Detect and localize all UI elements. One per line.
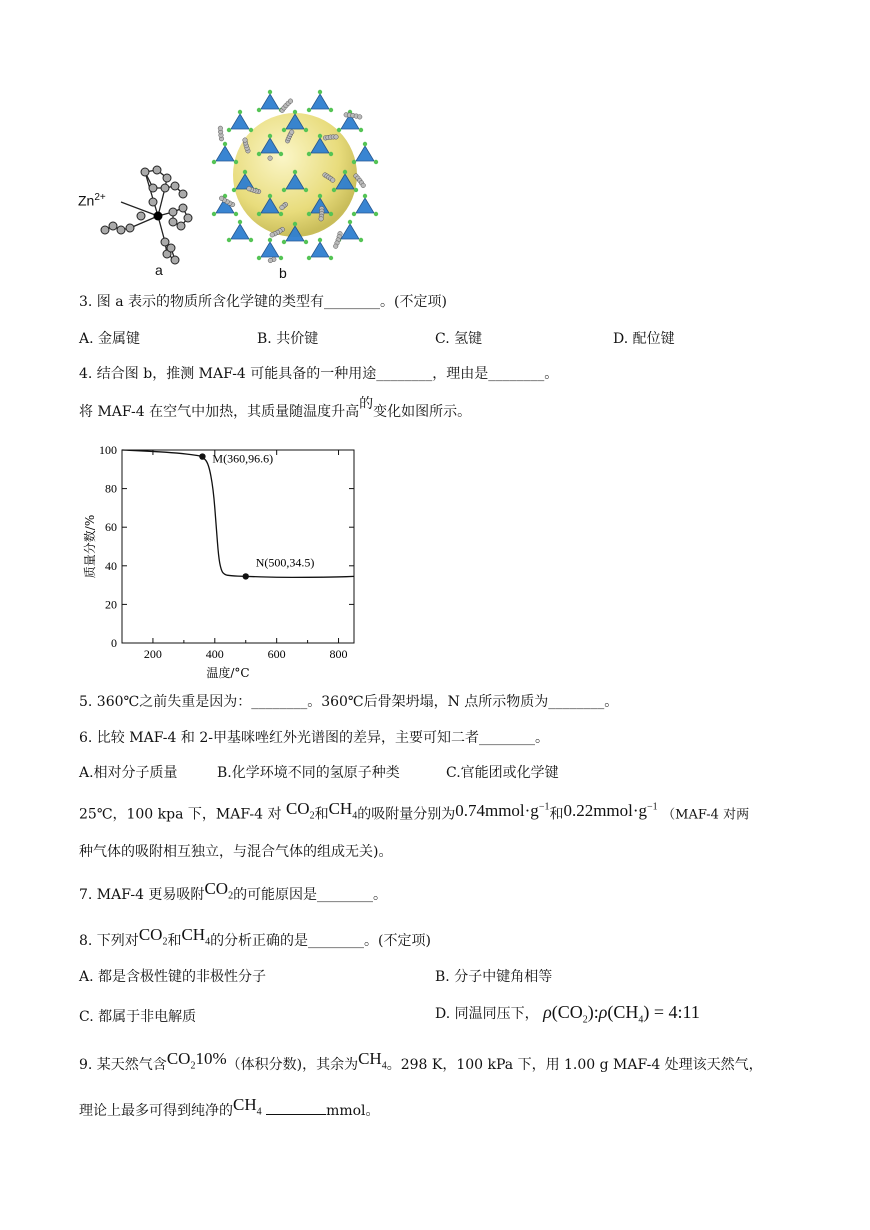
carbon-atom xyxy=(219,196,224,201)
nitrogen-atom xyxy=(337,128,341,132)
carbon-atom xyxy=(361,183,366,188)
heating-intro: 将 MAF-4 在空气中加热，其质量随温度升高的变化如图所示。 xyxy=(79,396,472,420)
nitrogen-atom xyxy=(348,220,352,224)
density-ratio-formula: $\rho(CO_2):\rho(CH_4)$ = 4:11 xyxy=(543,1002,700,1026)
y-tick-label: 100 xyxy=(99,443,117,457)
nitrogen-atom xyxy=(268,90,272,94)
carbon-atom xyxy=(289,130,294,135)
nitrogen-atom xyxy=(257,108,261,112)
nitrogen-atom xyxy=(257,256,261,260)
nitrogen-atom xyxy=(227,238,231,242)
nitrogen-atom xyxy=(282,188,286,192)
nitrogen-atom xyxy=(363,142,367,146)
nitrogen-atom xyxy=(352,160,356,164)
figure-b xyxy=(205,85,385,265)
nitrogen-atom xyxy=(343,170,347,174)
zn-tetrahedron xyxy=(231,224,249,239)
q8-option-b: B. 分子中键角相等 xyxy=(435,969,553,985)
q6-option-a: A.相对分子质量 xyxy=(79,765,178,781)
carbon-atom xyxy=(268,156,273,161)
nitrogen-atom xyxy=(329,152,333,156)
q9-answer-blank[interactable] xyxy=(266,1100,326,1115)
nitrogen-atom xyxy=(307,256,311,260)
nitrogen-atom xyxy=(268,134,272,138)
question-4: 4. 结合图 b，推测 MAF-4 可能具备的一种用途________，理由是________。 xyxy=(79,366,559,382)
nitrogen-atom xyxy=(238,110,242,114)
nitrogen-atom xyxy=(318,90,322,94)
nitrogen-atom xyxy=(318,134,322,138)
question-7: 7. MAF-4 更易吸附$CO_2$的可能原因是________。 xyxy=(79,879,388,903)
tga-chart-svg xyxy=(70,440,370,685)
co2-adsorption-value: $0.74mmol\cdot g^{-1}$ xyxy=(455,800,550,820)
co2-formula: $CO_2$ xyxy=(285,798,315,822)
q3-option-a: A. 金属键 xyxy=(79,331,141,347)
nitrogen-atom xyxy=(238,220,242,224)
carbon-atom xyxy=(270,233,275,238)
nitrogen-atom xyxy=(307,108,311,112)
caption-a: a xyxy=(155,262,163,278)
nitrogen-atom xyxy=(227,128,231,132)
y-tick-label: 40 xyxy=(105,558,117,573)
nitrogen-atom xyxy=(359,128,363,132)
nitrogen-atom xyxy=(374,212,378,216)
question-5: 5. 360℃之前失重是因为：________。360℃后骨架坍塌，N 点所示物质为________。 xyxy=(79,694,619,710)
carbon-atom xyxy=(288,99,293,104)
mass-curve xyxy=(122,450,354,577)
nitrogen-atom xyxy=(354,188,358,192)
x-tick-label: 200 xyxy=(143,647,162,661)
zn-tetrahedron xyxy=(311,242,329,257)
carbon-atom xyxy=(247,186,252,191)
carbon-atom xyxy=(357,115,362,120)
nitrogen-atom xyxy=(293,110,297,114)
q3-option-c: C. 氢键 xyxy=(435,331,483,347)
y-tick-label: 0 xyxy=(111,636,117,650)
q3-option-b: B. 共价键 xyxy=(257,331,319,347)
zn-tetrahedron xyxy=(356,198,374,213)
nitrogen-atom xyxy=(249,128,253,132)
question-9-line-2: 理论上最多可得到纯净的$CH_4$ mmol。 xyxy=(79,1095,380,1119)
nitrogen-atom xyxy=(282,240,286,244)
plot-frame xyxy=(122,450,354,643)
x-tick-label: 600 xyxy=(267,647,286,661)
nitrogen-atom xyxy=(329,212,333,216)
nitrogen-atom xyxy=(359,238,363,242)
carbon-atom xyxy=(243,138,248,143)
adsorption-line-1: 25℃，100 kpa 下，MAF-4 对 $CO_2$和$CH_4$的吸附量分别为$0.74mmol\cdot g^{-1}$和$0.22mmol\cdot g^{-1}$ （MAF-4 对两 xyxy=(79,798,750,823)
y-tick-label: 80 xyxy=(105,481,117,496)
question-3: 3. 图 a 表示的物质所含化学键的类型有________。(不定项) xyxy=(79,294,447,310)
carbon-atom xyxy=(330,178,335,183)
point-label: M(360,96.6) xyxy=(212,451,274,466)
nitrogen-atom xyxy=(223,142,227,146)
zn-tetrahedron xyxy=(216,146,234,161)
carbon-atom xyxy=(280,205,285,210)
nitrogen-atom xyxy=(352,212,356,216)
nitrogen-atom xyxy=(279,212,283,216)
nitrogen-atom xyxy=(329,108,333,112)
q6-option-b: B.化学环境不同的氢原子种类 xyxy=(217,765,400,781)
zn-tetrahedron xyxy=(231,114,249,129)
x-axis-label: 温度/°C xyxy=(206,666,250,680)
nitrogen-atom xyxy=(279,256,283,260)
carbon-atom xyxy=(268,258,273,263)
point-label: N(500,34.5) xyxy=(255,555,315,570)
nitrogen-atom xyxy=(234,212,238,216)
nitrogen-atom xyxy=(232,188,236,192)
q8-option-c: C. 都属于非电解质 xyxy=(79,1009,197,1025)
nitrogen-atom xyxy=(318,194,322,198)
question-9-line-1: 9. 某天然气含$CO_210\%$（体积分数)，其余为$CH_4$。298 K，100 kPa 下，用 1.00 g MAF-4 处理该天然气， xyxy=(79,1049,763,1073)
nitrogen-atom xyxy=(249,238,253,242)
molecule-structure-a xyxy=(75,150,205,280)
y-tick-label: 60 xyxy=(105,520,117,535)
tga-chart xyxy=(70,440,370,685)
nitrogen-atom xyxy=(212,160,216,164)
nitrogen-atom xyxy=(234,160,238,164)
nitrogen-atom xyxy=(304,128,308,132)
nitrogen-atom xyxy=(307,212,311,216)
carbon-atom xyxy=(319,217,324,222)
nitrogen-atom xyxy=(268,194,272,198)
data-point xyxy=(243,573,249,579)
q8-option-d: D. 同温同压下， $\rho(CO_2):\rho(CH_4)$ = 4:11 xyxy=(435,1002,700,1026)
ch4-formula: $CH_4$ xyxy=(328,798,358,822)
x-tick-label: 800 xyxy=(329,647,348,661)
q3-option-d: D. 配位键 xyxy=(613,331,675,347)
data-point xyxy=(199,453,205,459)
adsorption-line-2: 种气体的吸附相互独立，与混合气体的组成无关)。 xyxy=(79,844,393,860)
q8-option-a: A. 都是含极性键的非极性分子 xyxy=(79,969,267,985)
nitrogen-atom xyxy=(307,152,311,156)
nitrogen-atom xyxy=(293,222,297,226)
question-8: 8. 下列对$CO_2$和$CH_4$的分析正确的是________。(不定项) xyxy=(79,925,431,949)
zn-tetrahedron xyxy=(311,94,329,109)
zn-tetrahedron xyxy=(261,242,279,257)
q6-option-c: C.官能团或化学键 xyxy=(446,765,559,781)
nitrogen-atom xyxy=(282,128,286,132)
nitrogen-atom xyxy=(304,188,308,192)
nitrogen-atom xyxy=(257,152,261,156)
nitrogen-atom xyxy=(329,256,333,260)
nitrogen-atom xyxy=(332,188,336,192)
nitrogen-atom xyxy=(243,170,247,174)
question-6: 6. 比较 MAF-4 和 2-甲基咪唑红外光谱图的差异，主要可知二者________。 xyxy=(79,730,549,746)
zn-tetrahedron xyxy=(261,94,279,109)
carbon-atom xyxy=(333,244,338,249)
figure-a xyxy=(75,150,205,280)
ch4-adsorption-value: $0.22mmol\cdot g^{-1}$ xyxy=(563,800,658,820)
nitrogen-atom xyxy=(304,240,308,244)
caption-b: b xyxy=(279,265,287,281)
nitrogen-atom xyxy=(363,194,367,198)
nitrogen-atom xyxy=(212,212,216,216)
nitrogen-atom xyxy=(268,238,272,242)
nitrogen-atom xyxy=(279,152,283,156)
framework-structure-b xyxy=(205,85,385,265)
y-axis-label: 质量分数/% xyxy=(83,514,97,579)
nitrogen-atom xyxy=(257,212,261,216)
zn-tetrahedron xyxy=(356,146,374,161)
zn-tetrahedron xyxy=(341,224,359,239)
zn-label: $Zn^{2+}$ xyxy=(78,192,106,209)
carbon-atom xyxy=(334,135,339,140)
nitrogen-atom xyxy=(374,160,378,164)
nitrogen-atom xyxy=(318,238,322,242)
y-tick-label: 20 xyxy=(105,597,117,612)
x-tick-label: 400 xyxy=(205,647,224,661)
nitrogen-atom xyxy=(293,170,297,174)
carbon-atom xyxy=(218,126,223,131)
